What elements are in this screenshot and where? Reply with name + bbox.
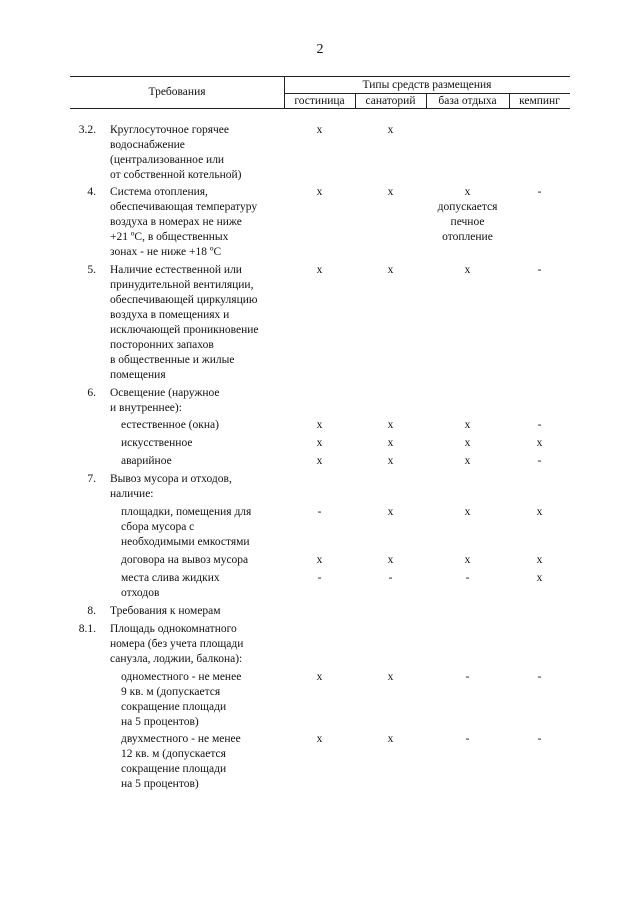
row-number: 7. xyxy=(87,473,96,485)
table-cell: x xyxy=(316,419,323,431)
column-header-hotel: гостиница xyxy=(294,95,345,107)
table-cell: x xyxy=(387,671,394,683)
row-label: места слива жидких отходов xyxy=(121,572,220,599)
table-cell: x xyxy=(464,554,471,566)
table-cell: - xyxy=(465,572,470,584)
row-label: Освещение (наружное и внутреннее): xyxy=(110,387,220,414)
row-label: Площадь однокомнатного номера (без учета площади санузла, лоджии, балкона): xyxy=(110,623,244,665)
table-cell: - xyxy=(537,186,542,198)
table-cell: x xyxy=(536,554,543,566)
types-header: Типы средств размещения xyxy=(362,79,492,91)
table-cell: x xyxy=(316,554,323,566)
table-cell: x xyxy=(387,419,394,431)
row-label: Круглосуточное горячее водоснабжение (централизованное или от собственной котельной) xyxy=(110,124,242,181)
row-label: двухместного - не менее 12 кв. м (допускается сокращение площади на 5 процентов) xyxy=(121,733,241,790)
table-cell: - xyxy=(537,455,542,467)
page-number: 2 xyxy=(316,42,324,57)
table-cell: - xyxy=(388,572,393,584)
table-cell: x xyxy=(536,506,543,518)
table-cell: x xyxy=(387,733,394,745)
row-label: Система отопления, обеспечивающая температуру воздуха в номерах не ниже +21 ºС, в общественных зонах - не ниже +18 ºС xyxy=(110,186,258,258)
table-cell: x xyxy=(316,733,323,745)
table-cell: - xyxy=(317,506,322,518)
header-mid-rule xyxy=(284,93,570,94)
table-cell: - xyxy=(537,733,542,745)
column-header-sanatorium: санаторий xyxy=(365,95,416,107)
table-cell: x xyxy=(464,437,471,449)
table-cell: x xyxy=(387,554,394,566)
row-label: аварийное xyxy=(121,455,172,467)
table-cell: x xyxy=(464,419,471,431)
column-header-recreation-base: база отдыха xyxy=(438,95,497,107)
row-number: 6. xyxy=(87,387,96,399)
header-bottom-rule xyxy=(70,108,570,109)
table-cell: x xyxy=(316,264,323,276)
table-cell: x xyxy=(464,506,471,518)
row-label: площадки, помещения для сбора мусора с необходимыми емкостями xyxy=(121,506,252,548)
table-cell: x xyxy=(387,124,394,136)
table-cell: x xyxy=(464,455,471,467)
table-cell: x xyxy=(316,671,323,683)
table-cell: - xyxy=(537,671,542,683)
row-label: одноместного - не менее 9 кв. м (допускается сокращение площади на 5 процентов) xyxy=(121,671,242,728)
table-cell: x xyxy=(387,455,394,467)
row-number: 8. xyxy=(87,605,96,617)
table-cell: x xyxy=(316,186,323,198)
row-label: договора на вывоз мусора xyxy=(121,554,249,566)
table-cell: x xyxy=(316,437,323,449)
row-number: 3.2. xyxy=(78,124,96,136)
table-cell: x xyxy=(316,455,323,467)
column-header-camping: кемпинг xyxy=(519,95,560,107)
table-cell: - xyxy=(537,264,542,276)
table-cell: - xyxy=(537,419,542,431)
row-label: естественное (окна) xyxy=(121,419,219,431)
table-cell: - xyxy=(465,733,470,745)
table-cell: - xyxy=(465,671,470,683)
header-top-rule xyxy=(70,76,570,77)
table-cell: x xyxy=(387,437,394,449)
table-cell: x xyxy=(316,124,323,136)
table-cell: x допускается печное отопление xyxy=(437,186,498,243)
row-label: Вывоз мусора и отходов, наличие: xyxy=(110,473,232,500)
table-cell: x xyxy=(387,264,394,276)
row-label: искусственное xyxy=(121,437,193,449)
table-cell: x xyxy=(387,506,394,518)
row-label: Наличие естественной или принудительной вентиляции, обеспечивающей циркуляцию воздуха в помещениях и исключающей проникновение посторонних запахов в общественные и жилые помещения xyxy=(110,264,259,381)
table-cell: - xyxy=(317,572,322,584)
row-number: 8.1. xyxy=(78,623,96,635)
row-number: 5. xyxy=(87,264,96,276)
row-label: Требования к номерам xyxy=(110,605,221,617)
table-cell: x xyxy=(387,186,394,198)
requirements-header: Требования xyxy=(148,86,206,98)
table-cell: x xyxy=(536,572,543,584)
table-cell: x xyxy=(464,264,471,276)
table-cell: x xyxy=(536,437,543,449)
row-number: 4. xyxy=(87,186,96,198)
